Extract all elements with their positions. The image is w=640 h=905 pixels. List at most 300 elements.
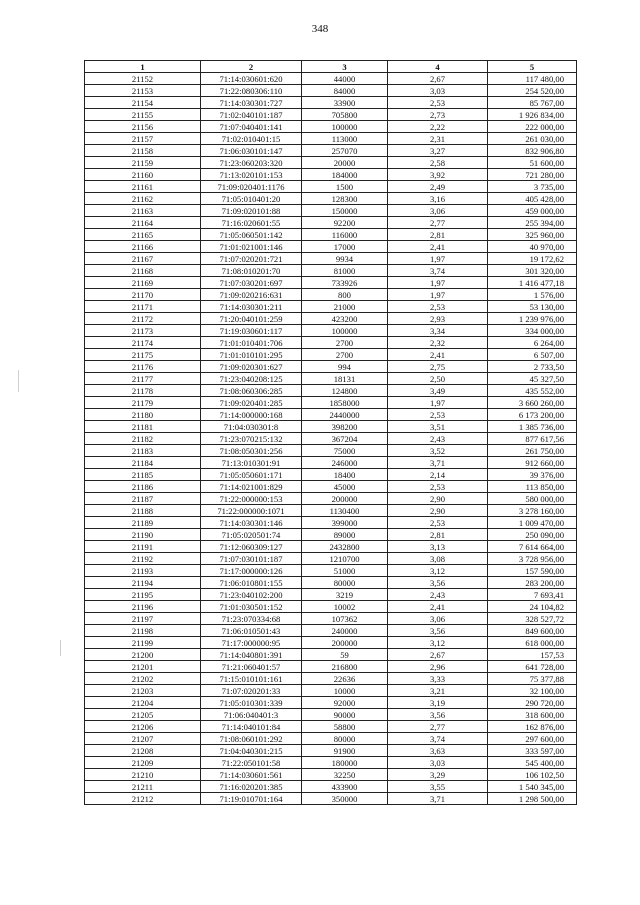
rate-cell: 3,74 [388, 733, 488, 745]
table-row [85, 649, 577, 661]
area-cell: 81000 [302, 265, 388, 277]
cadastral-number-cell: 71:05:050601:171 [201, 469, 302, 481]
row-number-cell: 21166 [85, 241, 201, 253]
area-cell: 1210700 [302, 553, 388, 565]
table-row [85, 397, 577, 409]
rate-cell: 1,97 [388, 289, 488, 301]
area-cell: 2432800 [302, 541, 388, 553]
cadastral-number-cell: 71:20:040101:259 [201, 313, 302, 325]
rate-cell: 2,67 [388, 649, 488, 661]
amount-cell: 333 597,00 [488, 745, 577, 757]
cadastral-number-cell: 71:14:030301:727 [201, 97, 302, 109]
area-cell: 45000 [302, 481, 388, 493]
row-number-cell: 21165 [85, 229, 201, 241]
table-row [85, 373, 577, 385]
table-row [85, 493, 577, 505]
amount-cell: 1 540 345,00 [488, 781, 577, 793]
column-header-5: 5 [488, 61, 577, 73]
row-number-cell: 21161 [85, 181, 201, 193]
cadastral-number-cell: 71:09:020101:88 [201, 205, 302, 217]
amount-cell: 721 280,00 [488, 169, 577, 181]
cadastral-number-cell: 71:14:030301:211 [201, 301, 302, 313]
cadastral-number-cell: 71:14:040801:391 [201, 649, 302, 661]
amount-cell: 117 480,00 [488, 73, 577, 85]
row-number-cell: 21167 [85, 253, 201, 265]
cadastral-number-cell: 71:14:030301:146 [201, 517, 302, 529]
cadastral-number-cell: 71:05:020501:74 [201, 529, 302, 541]
rate-cell: 2,22 [388, 121, 488, 133]
cadastral-number-cell: 71:08:060306:285 [201, 385, 302, 397]
row-number-cell: 21183 [85, 445, 201, 457]
cadastral-number-cell: 71:17:000000:95 [201, 637, 302, 649]
amount-cell: 3 735,00 [488, 181, 577, 193]
area-cell: 10000 [302, 685, 388, 697]
table-row [85, 109, 577, 121]
row-number-cell: 21190 [85, 529, 201, 541]
amount-cell: 318 600,00 [488, 709, 577, 721]
area-cell: 21000 [302, 301, 388, 313]
cadastral-number-cell: 71:22:000000:153 [201, 493, 302, 505]
rate-cell: 2,90 [388, 505, 488, 517]
amount-cell: 39 376,00 [488, 469, 577, 481]
amount-cell: 222 000,00 [488, 121, 577, 133]
amount-cell: 283 200,00 [488, 577, 577, 589]
amount-cell: 334 000,00 [488, 325, 577, 337]
rate-cell: 3,71 [388, 457, 488, 469]
table-row [85, 205, 577, 217]
rate-cell: 2,53 [388, 97, 488, 109]
amount-cell: 162 876,00 [488, 721, 577, 733]
row-number-cell: 21164 [85, 217, 201, 229]
amount-cell: 32 100,00 [488, 685, 577, 697]
table-row [85, 529, 577, 541]
table-row [85, 577, 577, 589]
row-number-cell: 21155 [85, 109, 201, 121]
rate-cell: 3,51 [388, 421, 488, 433]
table-row [85, 505, 577, 517]
cadastral-number-cell: 71:01:010101:295 [201, 349, 302, 361]
area-cell: 10002 [302, 601, 388, 613]
amount-cell: 254 520,00 [488, 85, 577, 97]
table-row [85, 469, 577, 481]
cadastral-number-cell: 71:05:010301:339 [201, 697, 302, 709]
area-cell: 1858000 [302, 397, 388, 409]
row-number-cell: 21209 [85, 757, 201, 769]
area-cell: 180000 [302, 757, 388, 769]
table-row [85, 133, 577, 145]
cadastral-number-cell: 71:23:040208:125 [201, 373, 302, 385]
rate-cell: 1,97 [388, 253, 488, 265]
cadastral-number-cell: 71:09:020301:627 [201, 361, 302, 373]
amount-cell: 157 590,00 [488, 565, 577, 577]
row-number-cell: 21156 [85, 121, 201, 133]
rate-cell: 3,56 [388, 577, 488, 589]
row-number-cell: 21154 [85, 97, 201, 109]
cadastral-number-cell: 71:09:020401:285 [201, 397, 302, 409]
rate-cell: 2,14 [388, 469, 488, 481]
row-number-cell: 21178 [85, 385, 201, 397]
amount-cell: 877 617,56 [488, 433, 577, 445]
cadastral-number-cell: 71:16:020201:385 [201, 781, 302, 793]
row-number-cell: 21205 [85, 709, 201, 721]
rate-cell: 3,16 [388, 193, 488, 205]
amount-cell: 325 960,00 [488, 229, 577, 241]
amount-cell: 3 278 160,00 [488, 505, 577, 517]
row-number-cell: 21192 [85, 553, 201, 565]
rate-cell: 3,56 [388, 625, 488, 637]
rate-cell: 2,81 [388, 529, 488, 541]
cadastral-number-cell: 71:08:050301:256 [201, 445, 302, 457]
amount-cell: 1 385 736,00 [488, 421, 577, 433]
data-table [84, 60, 577, 805]
table-row [85, 169, 577, 181]
rate-cell: 3,49 [388, 385, 488, 397]
table-row [85, 145, 577, 157]
rate-cell: 2,41 [388, 241, 488, 253]
row-number-cell: 21191 [85, 541, 201, 553]
table-row [85, 565, 577, 577]
rate-cell: 2,90 [388, 493, 488, 505]
rate-cell: 2,31 [388, 133, 488, 145]
rate-cell: 3,74 [388, 265, 488, 277]
area-cell: 100000 [302, 121, 388, 133]
area-cell: 800 [302, 289, 388, 301]
cadastral-number-cell: 71:05:060501:142 [201, 229, 302, 241]
amount-cell: 641 728,00 [488, 661, 577, 673]
rate-cell: 3,03 [388, 757, 488, 769]
row-number-cell: 21153 [85, 85, 201, 97]
row-number-cell: 21179 [85, 397, 201, 409]
area-cell: 18131 [302, 373, 388, 385]
cadastral-number-cell: 71:23:060203:320 [201, 157, 302, 169]
page-number: 348 [311, 23, 329, 35]
area-cell: 18400 [302, 469, 388, 481]
amount-cell: 1 576,00 [488, 289, 577, 301]
column-header-1: 1 [85, 61, 201, 73]
table-row [85, 229, 577, 241]
amount-cell: 51 600,00 [488, 157, 577, 169]
cadastral-number-cell: 71:07:020201:721 [201, 253, 302, 265]
cadastral-number-cell: 71:06:010801:155 [201, 577, 302, 589]
area-cell: 200000 [302, 493, 388, 505]
area-cell: 2440000 [302, 409, 388, 421]
cadastral-number-cell: 71:13:010301:91 [201, 457, 302, 469]
amount-cell: 255 394,00 [488, 217, 577, 229]
cadastral-number-cell: 71:02:040101:187 [201, 109, 302, 121]
area-cell: 80000 [302, 733, 388, 745]
cadastral-number-cell: 71:07:020201:33 [201, 685, 302, 697]
table-row [85, 253, 577, 265]
row-number-cell: 21177 [85, 373, 201, 385]
table-row [85, 445, 577, 457]
rate-cell: 3,52 [388, 445, 488, 457]
table-row [85, 733, 577, 745]
amount-cell: 3 660 260,00 [488, 397, 577, 409]
area-cell: 733926 [302, 277, 388, 289]
row-number-cell: 21198 [85, 625, 201, 637]
column-header-3: 3 [302, 61, 388, 73]
rate-cell: 2,67 [388, 73, 488, 85]
area-cell: 433900 [302, 781, 388, 793]
cadastral-number-cell: 71:14:030601:561 [201, 769, 302, 781]
row-number-cell: 21184 [85, 457, 201, 469]
row-number-cell: 21199 [85, 637, 201, 649]
table-row [85, 181, 577, 193]
table-row [85, 541, 577, 553]
row-number-cell: 21211 [85, 781, 201, 793]
row-number-cell: 21158 [85, 145, 201, 157]
cadastral-number-cell: 71:12:060309:127 [201, 541, 302, 553]
cadastral-number-cell: 71:22:080306:110 [201, 85, 302, 97]
area-cell: 58800 [302, 721, 388, 733]
rate-cell: 2,43 [388, 589, 488, 601]
rate-cell: 1,97 [388, 277, 488, 289]
row-number-cell: 21195 [85, 589, 201, 601]
cadastral-number-cell: 71:14:021001:829 [201, 481, 302, 493]
cadastral-number-cell: 71:06:010501:43 [201, 625, 302, 637]
area-cell: 100000 [302, 325, 388, 337]
amount-cell: 24 104,82 [488, 601, 577, 613]
cadastral-number-cell: 71:14:030601:620 [201, 73, 302, 85]
amount-cell: 405 428,00 [488, 193, 577, 205]
rate-cell: 3,33 [388, 673, 488, 685]
rate-cell: 3,06 [388, 613, 488, 625]
amount-cell: 6 173 200,00 [488, 409, 577, 421]
row-number-cell: 21188 [85, 505, 201, 517]
cadastral-number-cell: 71:07:030101:187 [201, 553, 302, 565]
cadastral-number-cell: 71:07:030201:697 [201, 277, 302, 289]
row-number-cell: 21162 [85, 193, 201, 205]
amount-cell: 261 750,00 [488, 445, 577, 457]
row-number-cell: 21200 [85, 649, 201, 661]
table-row [85, 73, 577, 85]
cadastral-number-cell: 71:07:040401:141 [201, 121, 302, 133]
rate-cell: 2,41 [388, 601, 488, 613]
area-cell: 91900 [302, 745, 388, 757]
amount-cell: 618 000,00 [488, 637, 577, 649]
row-number-cell: 21189 [85, 517, 201, 529]
area-cell: 3219 [302, 589, 388, 601]
cadastral-number-cell: 71:23:040102:200 [201, 589, 302, 601]
cadastral-number-cell: 71:01:010401:706 [201, 337, 302, 349]
area-cell: 1130400 [302, 505, 388, 517]
area-cell: 994 [302, 361, 388, 373]
area-cell: 128300 [302, 193, 388, 205]
table-row [85, 349, 577, 361]
amount-cell: 3 728 956,00 [488, 553, 577, 565]
rate-cell: 2,49 [388, 181, 488, 193]
cadastral-number-cell: 71:19:030601:117 [201, 325, 302, 337]
row-number-cell: 21204 [85, 697, 201, 709]
table-body [85, 73, 577, 805]
amount-cell: 85 767,00 [488, 97, 577, 109]
area-cell: 2700 [302, 349, 388, 361]
table-row [85, 241, 577, 253]
amount-cell: 7 614 664,00 [488, 541, 577, 553]
table-row [85, 553, 577, 565]
area-cell: 80000 [302, 577, 388, 589]
cadastral-number-cell: 71:04:030301:8 [201, 421, 302, 433]
row-number-cell: 21197 [85, 613, 201, 625]
row-number-cell: 21196 [85, 601, 201, 613]
row-number-cell: 21208 [85, 745, 201, 757]
area-cell: 32250 [302, 769, 388, 781]
row-number-cell: 21159 [85, 157, 201, 169]
table-row [85, 385, 577, 397]
rate-cell: 3,19 [388, 697, 488, 709]
area-cell: 240000 [302, 625, 388, 637]
area-cell: 92000 [302, 697, 388, 709]
column-header-4: 4 [388, 61, 488, 73]
area-cell: 423200 [302, 313, 388, 325]
row-number-cell: 21212 [85, 793, 201, 805]
row-number-cell: 21202 [85, 673, 201, 685]
row-number-cell: 21172 [85, 313, 201, 325]
rate-cell: 1,97 [388, 397, 488, 409]
amount-cell: 1 416 477,18 [488, 277, 577, 289]
area-cell: 200000 [302, 637, 388, 649]
row-number-cell: 21176 [85, 361, 201, 373]
area-cell: 2700 [302, 337, 388, 349]
amount-cell: 75 377,88 [488, 673, 577, 685]
rate-cell: 3,13 [388, 541, 488, 553]
area-cell: 20000 [302, 157, 388, 169]
table-row [85, 193, 577, 205]
area-cell: 89000 [302, 529, 388, 541]
rate-cell: 2,50 [388, 373, 488, 385]
table-row [85, 433, 577, 445]
amount-cell: 290 720,00 [488, 697, 577, 709]
row-number-cell: 21152 [85, 73, 201, 85]
amount-cell: 40 970,00 [488, 241, 577, 253]
table-header-row [85, 61, 577, 73]
row-number-cell: 21182 [85, 433, 201, 445]
row-number-cell: 21210 [85, 769, 201, 781]
cadastral-number-cell: 71:23:070215:132 [201, 433, 302, 445]
amount-cell: 45 327,50 [488, 373, 577, 385]
area-cell: 92200 [302, 217, 388, 229]
table-row [85, 709, 577, 721]
area-cell: 246000 [302, 457, 388, 469]
row-number-cell: 21194 [85, 577, 201, 589]
rate-cell: 3,55 [388, 781, 488, 793]
cadastral-number-cell: 71:08:060101:292 [201, 733, 302, 745]
cadastral-number-cell: 71:17:000000:126 [201, 565, 302, 577]
table-row [85, 409, 577, 421]
area-cell: 113000 [302, 133, 388, 145]
area-cell: 150000 [302, 205, 388, 217]
amount-cell: 157,53 [488, 649, 577, 661]
row-number-cell: 21206 [85, 721, 201, 733]
rate-cell: 3,71 [388, 793, 488, 805]
rate-cell: 2,58 [388, 157, 488, 169]
area-cell: 33900 [302, 97, 388, 109]
row-number-cell: 21193 [85, 565, 201, 577]
amount-cell: 297 600,00 [488, 733, 577, 745]
rate-cell: 3,29 [388, 769, 488, 781]
row-number-cell: 21169 [85, 277, 201, 289]
amount-cell: 53 130,00 [488, 301, 577, 313]
table-row [85, 517, 577, 529]
amount-cell: 7 693,41 [488, 589, 577, 601]
rate-cell: 3,06 [388, 205, 488, 217]
rate-cell: 2,53 [388, 301, 488, 313]
amount-cell: 459 000,00 [488, 205, 577, 217]
table-row [85, 217, 577, 229]
area-cell: 399000 [302, 517, 388, 529]
table-row [85, 769, 577, 781]
rate-cell: 2,73 [388, 109, 488, 121]
table-row [85, 793, 577, 805]
rate-cell: 3,56 [388, 709, 488, 721]
amount-cell: 113 850,00 [488, 481, 577, 493]
area-cell: 17000 [302, 241, 388, 253]
table-row [85, 745, 577, 757]
rate-cell: 2,53 [388, 481, 488, 493]
table-row [85, 313, 577, 325]
area-cell: 75000 [302, 445, 388, 457]
scan-margin-mark [60, 640, 61, 656]
table-row [85, 721, 577, 733]
cadastral-number-cell: 71:22:000000:1071 [201, 505, 302, 517]
area-cell: 59 [302, 649, 388, 661]
row-number-cell: 21180 [85, 409, 201, 421]
area-cell: 184000 [302, 169, 388, 181]
area-cell: 107362 [302, 613, 388, 625]
row-number-cell: 21170 [85, 289, 201, 301]
cadastral-number-cell: 71:04:040301:215 [201, 745, 302, 757]
amount-cell: 849 600,00 [488, 625, 577, 637]
cadastral-number-cell: 71:15:010101:161 [201, 673, 302, 685]
table-row [85, 673, 577, 685]
table-row [85, 613, 577, 625]
rate-cell: 3,21 [388, 685, 488, 697]
rate-cell: 3,12 [388, 565, 488, 577]
column-header-2: 2 [201, 61, 302, 73]
amount-cell: 2 733,50 [488, 361, 577, 373]
row-number-cell: 21173 [85, 325, 201, 337]
row-number-cell: 21187 [85, 493, 201, 505]
rate-cell: 2,43 [388, 433, 488, 445]
row-number-cell: 21186 [85, 481, 201, 493]
table-row [85, 589, 577, 601]
table-row [85, 325, 577, 337]
amount-cell: 1 926 834,00 [488, 109, 577, 121]
rate-cell: 2,77 [388, 217, 488, 229]
table-row [85, 265, 577, 277]
table-row [85, 781, 577, 793]
area-cell: 51000 [302, 565, 388, 577]
row-number-cell: 21203 [85, 685, 201, 697]
cadastral-number-cell: 71:22:050101:58 [201, 757, 302, 769]
area-cell: 1500 [302, 181, 388, 193]
area-cell: 90000 [302, 709, 388, 721]
table-row [85, 121, 577, 133]
scan-margin-mark [18, 370, 19, 392]
amount-cell: 6 264,00 [488, 337, 577, 349]
table-row [85, 97, 577, 109]
amount-cell: 261 030,00 [488, 133, 577, 145]
table-row [85, 685, 577, 697]
amount-cell: 250 090,00 [488, 529, 577, 541]
rate-cell: 3,03 [388, 85, 488, 97]
table-row [85, 277, 577, 289]
cadastral-number-cell: 71:06:030101:147 [201, 145, 302, 157]
area-cell: 350000 [302, 793, 388, 805]
table-row [85, 337, 577, 349]
amount-cell: 328 527,72 [488, 613, 577, 625]
row-number-cell: 21207 [85, 733, 201, 745]
